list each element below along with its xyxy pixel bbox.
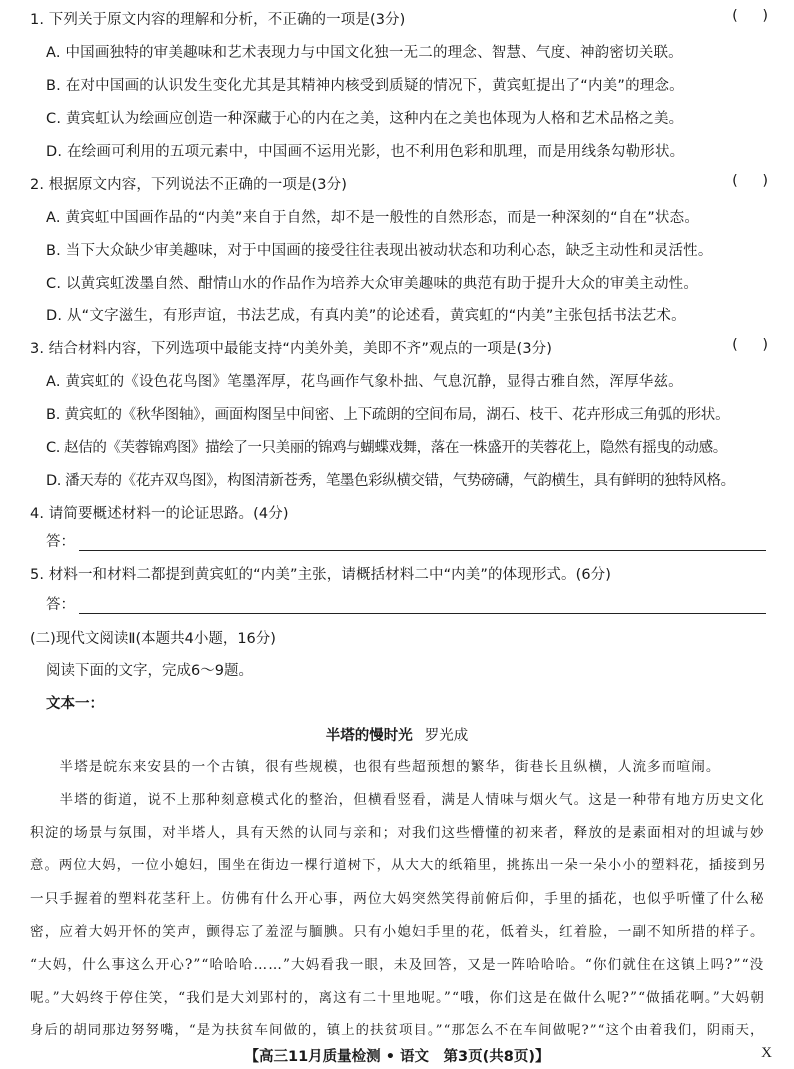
article-line: 半塔是皖东来安县的一个古镇，很有些规模，也很有些超预想的繁华，街巷长且纵横，人流多而喧闹。	[30, 759, 721, 775]
article-author: 罗光成	[424, 728, 469, 744]
article-line: 密，应着大妈开怀的笑声，颤得忘了羞涩与腼腆。只有小媳妇手里的花，低着头，红着脸，一副不知所措的样子。	[30, 924, 765, 940]
article-line: “大妈，什么事这么开心?”“哈哈哈……”大妈看我一眼，未及回答，又是一阵哈哈哈。“你们就住在这镇上吗?”“没	[30, 957, 765, 973]
answer-area-4[interactable]	[46, 530, 766, 551]
article-title: 半塔的慢时光	[325, 728, 413, 744]
question-1-stem: 1. 下列关于原文内容的理解和分析，不正确的一项是(3分)	[30, 12, 406, 28]
answer-line-4[interactable]	[79, 536, 766, 551]
question-3-option-d: D. 潘天寿的《花卉双鸟图》，构图清新苍秀，笔墨色彩纵横交错，气势磅礴，气韵横生，具有鲜明的独特风格。	[46, 473, 735, 489]
question-1-option-b: B. 在对中国画的认识发生变化尤其是其精神内核受到质疑的情况下，黄宾虹提出了“内美”的理念。	[46, 78, 684, 94]
section-heading: (二)现代文阅读Ⅱ(本题共4小题，16分)	[30, 631, 276, 647]
article-line: 意。两位大妈，一位小媳妇，围坐在街边一棵行道树下，从大大的纸箱里，挑拣出一朵一朵小小的塑料花，插接到另	[30, 858, 767, 873]
corner-mark: X	[761, 1045, 772, 1061]
page-footer: 【高三11月质量检测 • 语文 第3页(共8页)】	[244, 1049, 550, 1065]
question-2-option-d: D. 从“文字滋生，有形声谊，书法艺成，有真内美”的论述看，黄宾虹的“内美”主张包括书法艺术。	[46, 308, 686, 324]
answer-bracket-1: ( )	[732, 8, 768, 24]
answer-line-5[interactable]	[79, 599, 766, 614]
question-1-option-a: A. 中国画独特的审美趣味和艺术表现力与中国文化独一无二的理念、智慧、气度、神韵密切关联。	[46, 45, 683, 61]
question-2-option-c: C. 以黄宾虹泼墨自然、酣情山水的作品作为培养大众审美趣味的典范有助于提升大众的审美主动性。	[46, 276, 699, 292]
answer-label: 答：	[46, 534, 75, 550]
question-3-stem: 3. 结合材料内容，下列选项中最能支持“内美外美，美即不齐”观点的一项是(3分)	[30, 341, 553, 357]
question-3-option-c: C. 赵佶的《芙蓉锦鸡图》描绘了一只美丽的锦鸡与蝴蝶戏舞，落在一株盛开的芙蓉花上，隐然有摇曳的动感。	[46, 440, 727, 456]
article-line: 呢。”大妈终于停住笑，“我们是大刘郢村的，离这有二十里地呢。”“哦，你们这是在做什么呢?”“做插花啊。”大妈朝	[30, 990, 765, 1006]
question-1-option-c: C. 黄宾虹认为绘画应创造一种深藏于心的内在之美，这种内在之美也体现为人格和艺术品格之美。	[46, 111, 684, 127]
article-line: 一只手握着的塑料花茎秆上。仿佛有什么开心事，两位大妈突然笑得前俯后仰，手里的插花，也似乎听懂了什么秘	[30, 891, 765, 907]
answer-label: 答：	[46, 597, 75, 613]
question-3-option-b: B. 黄宾虹的《秋华图轴》，画面构图呈中间密、上下疏朗的空间布局，湖石、枝干、花卉形成三角弧的形状。	[46, 407, 730, 423]
answer-area-5[interactable]	[46, 593, 766, 614]
question-4-stem: 4. 请简要概述材料一的论证思路。(4分)	[30, 506, 289, 522]
article-line: 身后的胡同那边努努嘴，“是为扶贫车间做的，镇上的扶贫项目。”“那怎么不在车间做呢?”“这个由着我们，阴雨天，	[30, 1023, 765, 1038]
text-label: 文本一：	[46, 696, 104, 712]
answer-bracket-3: ( )	[732, 337, 768, 353]
article-line: 半塔的街道，说不上那种刻意模式化的整治，但横看竖看，满是人情味与烟火气。这是一种带有地方历史文化	[30, 792, 765, 808]
question-2-option-b: B. 当下大众缺少审美趣味，对于中国画的接受往往表现出被动状态和功利心态，缺乏主动性和灵活性。	[46, 243, 713, 259]
question-2-stem: 2. 根据原文内容，下列说法不正确的一项是(3分)	[30, 177, 347, 193]
section-intro: 阅读下面的文字，完成6～9题。	[46, 663, 253, 679]
article-title-line	[0, 724, 794, 745]
question-5-stem: 5. 材料一和材料二都提到黄宾虹的“内美”主张，请概括材料二中“内美”的体现形式。(6分)	[30, 567, 612, 583]
question-1-option-d: D. 在绘画可利用的五项元素中，中国画不运用光影，也不利用色彩和肌理，而是用线条勾勒形状。	[46, 144, 685, 160]
answer-bracket-2: ( )	[732, 173, 768, 189]
question-3-option-a: A. 黄宾虹的《设色花鸟图》笔墨浑厚，花鸟画作气象朴拙、气息沉静，显得古雅自然，浑厚华兹。	[46, 374, 683, 390]
article-line: 积淀的场景与氛围，对半塔人，具有天然的认同与亲和；对我们这些懵懂的初来者，释放的是素面相对的坦诚与妙	[30, 825, 765, 841]
question-2-option-a: A. 黄宾虹中国画作品的“内美”来自于自然，却不是一般性的自然形态，而是一种深刻的“自在”状态。	[46, 210, 700, 226]
